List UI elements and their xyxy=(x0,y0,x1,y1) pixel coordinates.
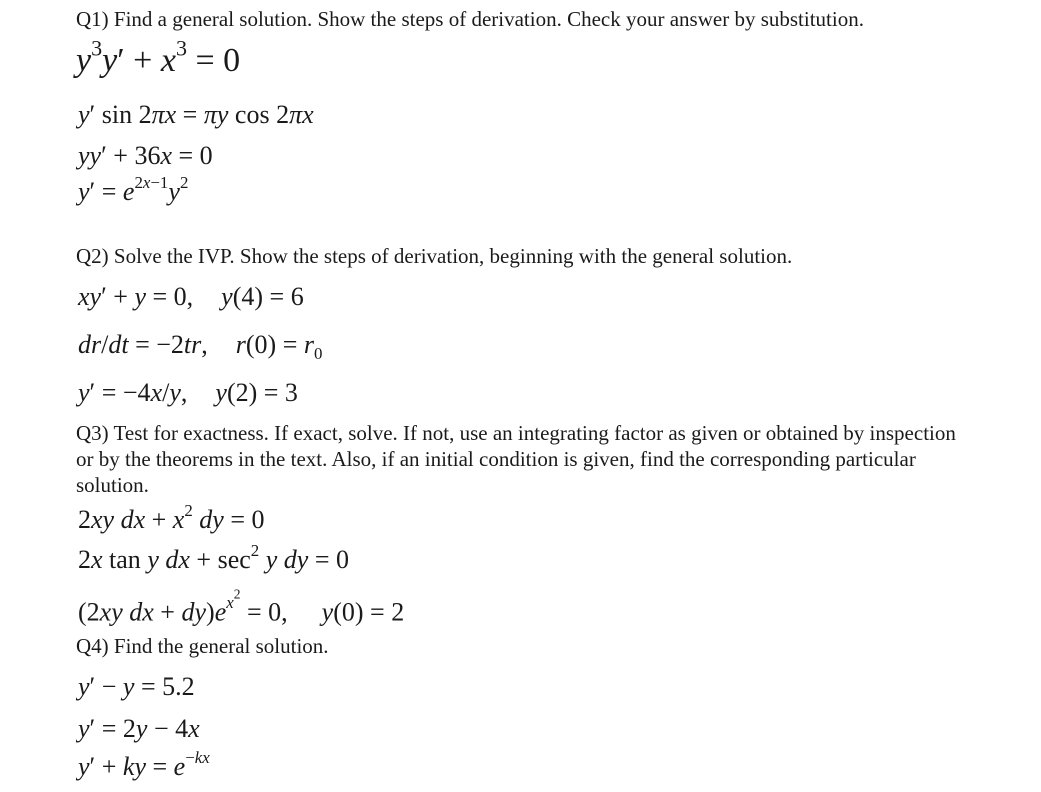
q3-equation-2: 2x tan y dx + $\sec^2 y$ dy = 0 xyxy=(78,541,349,574)
q3-equation-1: 2xy dx + $x^2$ dy = 0 xyxy=(78,501,265,534)
q4-heading: Q4) Find the general solution. xyxy=(76,634,329,658)
q3-equation-3: (2xy dx + $dy)e^{x^2} = 0$, y(0) = 2 xyxy=(78,587,405,627)
q2-heading: Q2) Solve the IVP. Show the steps of derivation, beginning with the general solution. xyxy=(76,244,793,268)
q2-equation-1: xy′ + y = 0, y(4) = 6 xyxy=(78,282,304,311)
q1-equation-1: $y^3y' + x^3 = 0$ xyxy=(76,35,241,79)
q1-equation-2: y′ sin 2πx = πy cos 2πx xyxy=(78,100,314,129)
q1-equation-3: yy′ + 36x = 0 xyxy=(78,141,213,170)
q1-heading: Q1) Find a general solution. Show the steps of derivation. Check your answer by substitution. xyxy=(76,7,864,31)
q2-equation-3: y′ = −4x/y, y(2) = 3 xyxy=(78,378,298,407)
q4-equation-1: y′ − y = 5.2 xyxy=(78,672,195,701)
q3-heading: Q3) Test for exactness. If exact, solve. If not, use an integrating factor as given or obtained by inspection or by the theorems in the text. Also, if an initial condition is given, find the corresponding particular solution. xyxy=(76,421,956,497)
q1-equation-4: $y' = e^{2x-1}y^2$ xyxy=(78,173,189,206)
q4-equation-3: y′ + ky = $e^{-kx}$ xyxy=(78,748,210,781)
q2-equation-2: dr/dt = −2tr, $r(0) = r_0$ xyxy=(78,330,323,364)
q4-equation-2: y′ = 2y − 4x xyxy=(78,714,200,743)
